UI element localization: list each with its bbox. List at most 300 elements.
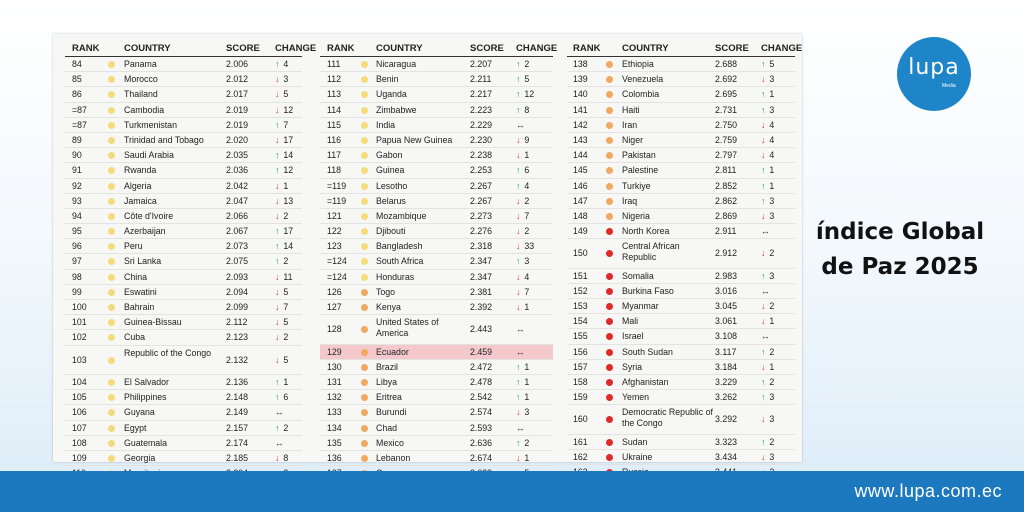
rank-cell: 141 bbox=[573, 104, 588, 115]
arrow-down-icon: ↓ bbox=[761, 150, 766, 161]
rank-cell: 122 bbox=[327, 226, 342, 237]
header-change: CHANGE bbox=[275, 43, 317, 54]
rank-cell: =119 bbox=[327, 195, 347, 206]
score-cell: 3.292 bbox=[715, 414, 738, 425]
table-row bbox=[320, 179, 553, 194]
arrow-down-icon: ↓ bbox=[275, 332, 280, 343]
score-cell: 2.912 bbox=[715, 248, 738, 259]
change-cell bbox=[275, 355, 288, 365]
table-row bbox=[65, 72, 302, 87]
peace-level-dot bbox=[108, 198, 115, 205]
change-cell bbox=[516, 377, 529, 387]
peace-level-dot bbox=[361, 379, 368, 386]
change-cell bbox=[516, 287, 529, 297]
change-value: 3 bbox=[769, 392, 775, 403]
table-row bbox=[567, 390, 795, 405]
country-cell: Haiti bbox=[622, 104, 640, 115]
score-cell: 3.434 bbox=[715, 451, 738, 462]
change-cell bbox=[761, 271, 774, 281]
arrow-both-icon: ↔ bbox=[516, 346, 525, 357]
rank-cell: 117 bbox=[327, 150, 342, 161]
change-value: 5 bbox=[524, 74, 530, 85]
country-cell: Morocco bbox=[124, 74, 158, 85]
score-cell: 2.459 bbox=[470, 346, 493, 357]
rank-cell: 148 bbox=[573, 210, 588, 221]
score-cell: 2.347 bbox=[470, 256, 493, 267]
lupa-logo bbox=[897, 37, 971, 111]
rank-cell: =124 bbox=[327, 256, 347, 267]
footer-url[interactable]: www.lupa.com.ec bbox=[854, 481, 1002, 501]
table-row bbox=[65, 57, 302, 72]
country-cell: Turkiye bbox=[622, 180, 651, 191]
country-cell: Jamaica bbox=[124, 195, 157, 206]
arrow-up-icon: ↑ bbox=[516, 361, 521, 372]
score-cell: 3.061 bbox=[715, 316, 738, 327]
table-row bbox=[567, 329, 795, 344]
table-row bbox=[320, 103, 553, 118]
rank-cell: 95 bbox=[72, 226, 82, 237]
arrow-up-icon: ↑ bbox=[761, 165, 766, 176]
change-cell bbox=[275, 196, 293, 206]
rank-cell: 105 bbox=[72, 392, 87, 403]
country-cell: Sudan bbox=[622, 436, 648, 447]
peace-level-dot bbox=[108, 440, 115, 447]
country-cell: Kenya bbox=[376, 302, 401, 312]
score-cell: 2.674 bbox=[470, 452, 493, 463]
arrow-both-icon: ↔ bbox=[516, 324, 525, 335]
country-cell: Libya bbox=[376, 376, 398, 387]
arrow-up-icon: ↑ bbox=[516, 392, 521, 403]
rank-cell: 118 bbox=[327, 165, 342, 176]
change-value: 4 bbox=[769, 119, 775, 130]
change-value: 6 bbox=[283, 392, 289, 403]
table-row bbox=[567, 163, 795, 178]
header-score: SCORE bbox=[470, 43, 504, 54]
header-country: COUNTRY bbox=[376, 43, 423, 54]
country-cell: Israel bbox=[622, 331, 644, 342]
change-cell bbox=[275, 287, 288, 297]
score-cell: 2.185 bbox=[226, 452, 249, 463]
rank-cell: 129 bbox=[327, 346, 342, 357]
table-row bbox=[65, 133, 302, 148]
change-value: 2 bbox=[769, 436, 775, 447]
change-cell bbox=[516, 105, 529, 115]
rank-cell: 85 bbox=[72, 74, 82, 85]
change-value: 1 bbox=[769, 316, 775, 327]
peace-level-dot bbox=[108, 394, 115, 401]
change-value: 3 bbox=[524, 256, 530, 267]
change-value: 7 bbox=[283, 119, 289, 130]
peace-level-dot bbox=[361, 198, 368, 205]
score-cell: 2.267 bbox=[470, 195, 493, 206]
peace-level-dot bbox=[606, 76, 613, 83]
country-cell: Djibouti bbox=[376, 226, 406, 237]
table-header bbox=[320, 40, 558, 57]
country-cell: Togo bbox=[376, 286, 396, 297]
change-cell bbox=[275, 135, 293, 145]
table-row bbox=[320, 345, 553, 360]
rank-cell: 115 bbox=[327, 119, 342, 130]
change-value: 1 bbox=[769, 89, 775, 100]
peace-level-dot bbox=[606, 61, 613, 68]
change-cell bbox=[516, 272, 529, 282]
table-row bbox=[320, 148, 553, 163]
peace-level-dot bbox=[108, 243, 115, 250]
peace-level-dot bbox=[361, 425, 368, 432]
peace-level-dot bbox=[361, 455, 368, 462]
peace-level-dot bbox=[108, 425, 115, 432]
score-cell: 2.132 bbox=[226, 354, 249, 365]
table-row bbox=[65, 148, 302, 163]
arrow-up-icon: ↑ bbox=[761, 346, 766, 357]
peace-level-dot bbox=[108, 228, 115, 235]
score-cell: 2.217 bbox=[470, 89, 493, 100]
table-row bbox=[567, 405, 795, 434]
arrow-down-icon: ↓ bbox=[275, 452, 280, 463]
change-value: 1 bbox=[769, 165, 775, 176]
peace-level-dot bbox=[606, 273, 613, 280]
change-value: 3 bbox=[769, 270, 775, 281]
arrow-down-icon: ↓ bbox=[275, 89, 280, 100]
table-row bbox=[567, 148, 795, 163]
peace-level-dot bbox=[606, 394, 613, 401]
rank-cell: 131 bbox=[327, 376, 342, 387]
arrow-up-icon: ↑ bbox=[275, 226, 280, 237]
country-cell: Lesotho bbox=[376, 180, 408, 191]
rank-cell: 94 bbox=[72, 210, 82, 221]
peace-level-dot bbox=[361, 326, 368, 333]
rank-cell: 97 bbox=[72, 256, 82, 267]
rank-cell: 156 bbox=[573, 346, 588, 357]
change-cell bbox=[516, 59, 529, 69]
peace-level-dot bbox=[606, 454, 613, 461]
change-cell bbox=[516, 120, 529, 130]
arrow-down-icon: ↓ bbox=[516, 407, 521, 418]
rank-cell: 107 bbox=[72, 422, 87, 433]
table-row bbox=[65, 375, 302, 390]
table-row bbox=[567, 435, 795, 450]
arrow-down-icon: ↓ bbox=[275, 74, 280, 85]
score-cell: 2.273 bbox=[470, 210, 493, 221]
table-row bbox=[65, 209, 302, 224]
change-value: 3 bbox=[769, 414, 775, 425]
change-cell bbox=[516, 302, 529, 312]
score-cell: 2.811 bbox=[715, 165, 737, 176]
rank-cell: 121 bbox=[327, 210, 342, 221]
arrow-up-icon: ↑ bbox=[275, 392, 280, 403]
peace-level-dot bbox=[108, 122, 115, 129]
rank-cell: 98 bbox=[72, 271, 82, 282]
peace-level-dot bbox=[606, 379, 613, 386]
score-cell: 2.229 bbox=[470, 119, 493, 130]
arrow-down-icon: ↓ bbox=[516, 226, 521, 237]
change-cell bbox=[516, 362, 529, 372]
change-cell bbox=[761, 286, 774, 296]
country-cell: Georgia bbox=[124, 452, 156, 463]
country-cell: India bbox=[376, 119, 396, 130]
rank-cell: 159 bbox=[573, 392, 588, 403]
table-row bbox=[567, 269, 795, 284]
table-row bbox=[567, 375, 795, 390]
score-cell: 3.117 bbox=[715, 346, 737, 357]
score-cell: 2.593 bbox=[470, 422, 493, 433]
score-cell: 2.148 bbox=[226, 392, 249, 403]
country-cell: Philippines bbox=[124, 392, 167, 403]
change-value: 5 bbox=[283, 317, 289, 328]
table-row bbox=[320, 436, 553, 451]
change-cell bbox=[516, 256, 529, 266]
arrow-down-icon: ↓ bbox=[275, 354, 280, 365]
score-cell: 2.443 bbox=[470, 324, 493, 335]
table-row bbox=[320, 375, 553, 390]
score-cell: 2.797 bbox=[715, 150, 738, 161]
table-row bbox=[65, 285, 302, 300]
change-value: 2 bbox=[769, 346, 775, 357]
rank-cell: 142 bbox=[573, 119, 588, 130]
change-cell bbox=[761, 226, 774, 236]
rank-cell: 144 bbox=[573, 150, 588, 161]
table-row bbox=[567, 299, 795, 314]
change-value: 2 bbox=[769, 301, 775, 312]
change-cell bbox=[761, 150, 774, 160]
change-value: 12 bbox=[283, 165, 294, 176]
table-row bbox=[65, 436, 302, 451]
score-cell: 2.381 bbox=[470, 286, 493, 297]
change-cell bbox=[275, 272, 293, 282]
change-value: 1 bbox=[524, 452, 530, 463]
rank-cell: 90 bbox=[72, 150, 82, 161]
page-title bbox=[800, 215, 1000, 285]
header-score: SCORE bbox=[715, 43, 749, 54]
peace-level-dot bbox=[361, 289, 368, 296]
table-row bbox=[65, 118, 302, 133]
change-value: 1 bbox=[524, 361, 530, 372]
change-value: 2 bbox=[524, 59, 530, 69]
arrow-down-icon: ↓ bbox=[516, 150, 521, 161]
rank-cell: 114 bbox=[327, 104, 342, 115]
score-cell: 3.108 bbox=[715, 331, 738, 342]
score-cell: 2.983 bbox=[715, 270, 738, 281]
table-row bbox=[65, 270, 302, 285]
rank-cell: 132 bbox=[327, 392, 342, 403]
rank-cell: 138 bbox=[573, 59, 588, 69]
change-cell bbox=[761, 248, 774, 258]
table-row bbox=[320, 72, 553, 87]
change-cell bbox=[761, 165, 774, 175]
peace-level-dot bbox=[361, 304, 368, 311]
rank-cell: 92 bbox=[72, 180, 82, 191]
score-cell: 2.075 bbox=[226, 256, 249, 267]
rank-cell: 140 bbox=[573, 89, 588, 100]
rank-cell: 126 bbox=[327, 286, 342, 297]
table-row bbox=[320, 451, 553, 466]
change-value: 5 bbox=[283, 354, 289, 365]
arrow-down-icon: ↓ bbox=[275, 104, 280, 115]
change-value: 33 bbox=[524, 241, 535, 252]
country-cell: Mozambique bbox=[376, 210, 427, 221]
change-cell bbox=[275, 181, 288, 191]
arrow-down-icon: ↓ bbox=[516, 271, 521, 282]
peace-level-dot bbox=[108, 91, 115, 98]
change-cell bbox=[516, 423, 529, 433]
score-cell: 2.093 bbox=[226, 271, 249, 282]
change-cell bbox=[761, 362, 774, 372]
country-cell: Gabon bbox=[376, 150, 403, 161]
table-row bbox=[65, 194, 302, 209]
change-cell bbox=[516, 226, 529, 236]
score-cell: 2.019 bbox=[226, 119, 249, 130]
change-cell bbox=[275, 302, 288, 312]
peace-level-dot bbox=[108, 152, 115, 159]
peace-level-dot bbox=[108, 183, 115, 190]
header-rank: RANK bbox=[573, 43, 601, 54]
arrow-up-icon: ↑ bbox=[275, 422, 280, 433]
peace-level-dot bbox=[606, 439, 613, 446]
rank-cell: 149 bbox=[573, 226, 588, 237]
change-cell bbox=[275, 423, 288, 433]
change-value: 2 bbox=[283, 210, 289, 221]
arrow-down-icon: ↓ bbox=[275, 317, 280, 328]
country-cell: Venezuela bbox=[622, 74, 664, 85]
table-row bbox=[65, 254, 302, 269]
arrow-down-icon: ↓ bbox=[275, 210, 280, 221]
change-cell bbox=[275, 120, 288, 130]
table-row bbox=[567, 87, 795, 102]
peace-level-dot bbox=[108, 137, 115, 144]
change-value: 2 bbox=[283, 332, 289, 343]
country-cell: Belarus bbox=[376, 195, 406, 206]
arrow-up-icon: ↑ bbox=[761, 195, 766, 206]
arrow-down-icon: ↓ bbox=[275, 271, 280, 282]
country-cell: Yemen bbox=[622, 392, 650, 403]
rank-cell: 128 bbox=[327, 324, 342, 335]
arrow-up-icon: ↑ bbox=[275, 241, 280, 252]
table-header bbox=[65, 40, 317, 57]
peace-level-dot bbox=[361, 409, 368, 416]
change-cell bbox=[761, 135, 774, 145]
peace-level-dot bbox=[361, 152, 368, 159]
change-value: 1 bbox=[283, 376, 289, 387]
arrow-down-icon: ↓ bbox=[275, 180, 280, 191]
peace-level-dot bbox=[361, 137, 368, 144]
country-cell: Myanmar bbox=[622, 301, 659, 312]
country-cell: Eritrea bbox=[376, 392, 402, 403]
peace-level-dot bbox=[606, 318, 613, 325]
country-cell: Rwanda bbox=[124, 165, 157, 176]
arrow-down-icon: ↓ bbox=[275, 302, 280, 312]
table-row bbox=[567, 314, 795, 329]
country-cell: Central African Republic bbox=[622, 241, 680, 263]
peace-level-dot bbox=[361, 243, 368, 250]
change-cell bbox=[516, 241, 534, 251]
peace-level-dot bbox=[108, 258, 115, 265]
arrow-down-icon: ↓ bbox=[761, 301, 766, 312]
change-cell bbox=[761, 105, 774, 115]
peace-level-dot bbox=[606, 91, 613, 98]
table-row bbox=[320, 390, 553, 405]
country-cell: Guinea bbox=[376, 165, 405, 176]
peace-level-dot bbox=[108, 455, 115, 462]
country-cell: Guatemala bbox=[124, 437, 168, 448]
arrow-up-icon: ↑ bbox=[275, 59, 280, 69]
score-cell: 2.731 bbox=[715, 104, 738, 115]
peace-level-dot bbox=[606, 122, 613, 129]
change-cell bbox=[761, 74, 774, 84]
arrow-down-icon: ↓ bbox=[761, 134, 766, 145]
change-cell bbox=[275, 332, 288, 342]
rank-cell: 111 bbox=[327, 59, 341, 69]
change-value: 12 bbox=[524, 89, 535, 100]
peace-level-dot bbox=[361, 364, 368, 371]
change-cell bbox=[275, 226, 293, 236]
rank-cell: 161 bbox=[573, 436, 588, 447]
change-value: 8 bbox=[524, 104, 530, 115]
peace-level-dot bbox=[108, 357, 115, 364]
arrow-down-icon: ↓ bbox=[516, 195, 521, 206]
score-cell: 2.112 bbox=[226, 317, 248, 328]
score-cell: 2.036 bbox=[226, 165, 249, 176]
score-cell: 3.016 bbox=[715, 285, 738, 296]
table-row bbox=[567, 209, 795, 224]
score-cell: 2.636 bbox=[470, 437, 493, 448]
table-row bbox=[567, 284, 795, 299]
change-value: 1 bbox=[769, 361, 775, 372]
table-row bbox=[567, 345, 795, 360]
country-cell: South Sudan bbox=[622, 346, 673, 357]
arrow-down-icon: ↓ bbox=[761, 361, 766, 372]
table-row bbox=[65, 179, 302, 194]
score-cell: 2.012 bbox=[226, 74, 249, 85]
score-cell: 3.045 bbox=[715, 301, 738, 312]
change-cell bbox=[275, 89, 288, 99]
peace-level-dot bbox=[606, 107, 613, 114]
rank-cell: 100 bbox=[72, 302, 87, 312]
table-row bbox=[320, 133, 553, 148]
country-cell: Lebanon bbox=[376, 452, 411, 463]
peace-level-dot bbox=[361, 107, 368, 114]
country-cell: United States of America bbox=[376, 317, 439, 339]
score-cell: 2.542 bbox=[470, 392, 493, 403]
rank-cell: 155 bbox=[573, 331, 588, 342]
table-row bbox=[320, 163, 553, 178]
change-value: 3 bbox=[769, 74, 775, 85]
arrow-down-icon: ↓ bbox=[761, 451, 766, 462]
country-cell: Palestine bbox=[622, 165, 659, 176]
change-cell bbox=[761, 120, 774, 130]
peace-level-dot bbox=[361, 394, 368, 401]
table-row bbox=[320, 285, 553, 300]
change-cell bbox=[761, 196, 774, 206]
table-row bbox=[65, 224, 302, 239]
rank-cell: 112 bbox=[327, 74, 342, 85]
change-cell bbox=[275, 377, 288, 387]
change-value: 3 bbox=[769, 210, 775, 221]
arrow-up-icon: ↑ bbox=[516, 437, 521, 448]
country-cell: North Korea bbox=[622, 226, 670, 237]
arrow-up-icon: ↑ bbox=[761, 436, 766, 447]
rank-cell: =119 bbox=[327, 180, 347, 191]
peace-level-dot bbox=[108, 76, 115, 83]
change-value: 7 bbox=[524, 286, 530, 297]
country-cell: Algeria bbox=[124, 180, 152, 191]
rank-cell: 102 bbox=[72, 332, 87, 343]
peace-level-dot bbox=[606, 416, 613, 423]
arrow-up-icon: ↑ bbox=[761, 104, 766, 115]
rank-cell: 136 bbox=[327, 452, 342, 463]
arrow-down-icon: ↓ bbox=[761, 119, 766, 130]
table-row bbox=[320, 421, 553, 436]
rank-cell: 146 bbox=[573, 180, 588, 191]
